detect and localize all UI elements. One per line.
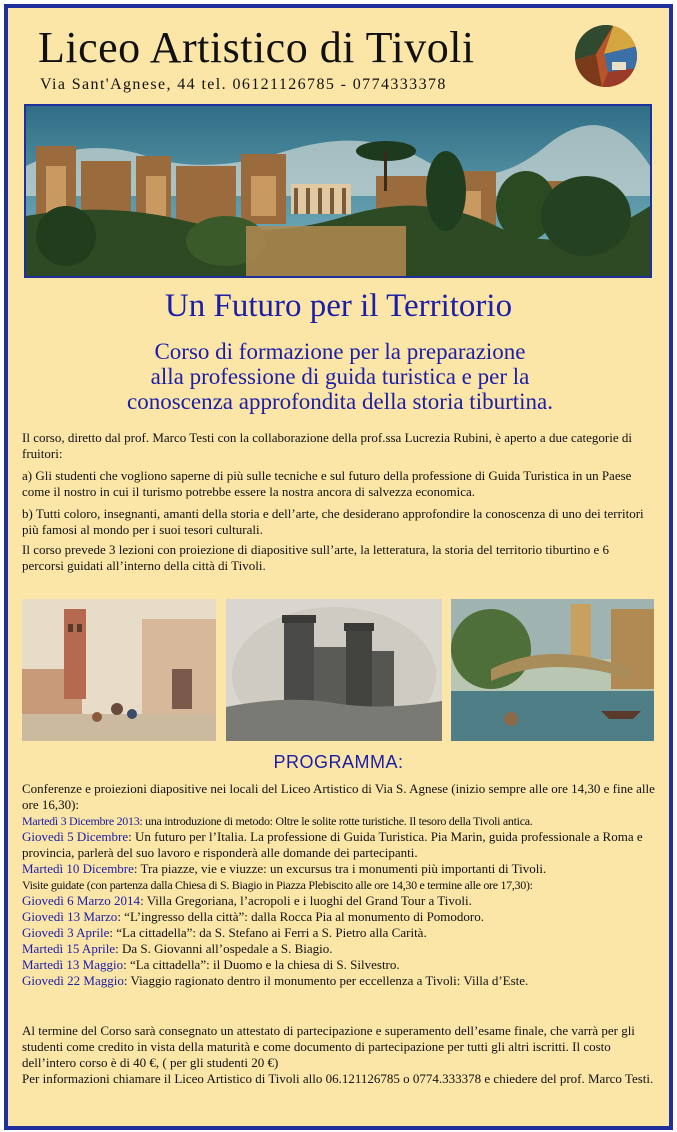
intro-section [22, 430, 654, 580]
schedule-date: Martedì 10 Dicembre [22, 861, 134, 876]
schedule-date: Martedì 3 Dicembre 2013 [22, 814, 140, 828]
visit-text: : Viaggio ragionato dentro il monumento per eccellenza a Tivoli: Villa d’Este. [123, 973, 529, 988]
visit-date: Giovedì 22 Maggio [22, 973, 124, 988]
schedule-text: : Un futuro per l’Italia. La professione di Guida Turistica. Pia Marin, guida professionale a Roma e provincia, parlerà del suo lavoro e risponderà alle domande dei partecipanti. [22, 829, 643, 860]
visit-text: : Da S. Giovanni all’ospedale a S. Biagio. [115, 941, 333, 956]
schedule-item [22, 829, 656, 861]
subtitle-line: alla professione di guida turistica e per la [150, 364, 530, 389]
castle-photo-image [226, 599, 442, 741]
visit-text: : “L’ingresso della città”: dalla Rocca Pia al monumento di Pomodoro. [117, 909, 484, 924]
intro-paragraph: Il corso prevede 3 lezioni con proiezione di diapositive sull’arte, la letteratura, la storia del territorio tiburtino e 6 percorsi guidati all’interno della città di Tivoli. [22, 542, 609, 573]
programma-heading: PROGRAMMA: [273, 752, 404, 772]
visit-item [22, 957, 656, 973]
schedule-text: : una introduzione di metodo: Oltre le solite rotte turistiche. Il tesoro della Tivoli antica. [139, 814, 533, 828]
visit-text: : “La cittadella”: il Duomo e la chiesa di S. Silvestro. [123, 957, 400, 972]
program-intro: Conferenze e proiezioni diapositive nei locali del Liceo Artistico di Via S. Agnese (inizio sempre alle ore 14,30 e fine alle ore 16,30): [22, 781, 655, 812]
program-schedule [22, 781, 656, 989]
visit-date: Giovedì 3 Aprile [22, 925, 110, 940]
intro-paragraph: Il corso, diretto dal prof. Marco Testi con la collaborazione della prof.ssa Lucrezia Rubini, è aperto a due categorie di fruitori: [22, 430, 632, 461]
schedule-item [22, 813, 656, 829]
visit-item [22, 893, 656, 909]
visit-item [22, 925, 656, 941]
tivoli-panorama-image [24, 104, 652, 278]
visit-date: Giovedì 13 Marzo [22, 909, 118, 924]
schedule-text: : Tra piazze, vie e viuzze: un excursus tra i monumenti più importanti di Tivoli. [133, 861, 547, 876]
visit-text: : “La cittadella”: da S. Stefano ai Ferri a S. Pietro alla Carità. [109, 925, 427, 940]
school-logo-icon [574, 24, 638, 88]
visit-date: Giovedì 6 Marzo 2014 [22, 893, 141, 908]
intro-paragraph: a) Gli studenti che vogliono saperne di più sulle tecniche e sul futuro della professione di Guida Turistica in un Paese come il nostro in cui il turismo potrebbe essere la nostra ancora di salvezza economica. [22, 468, 632, 499]
closing-section [22, 1023, 656, 1087]
visit-item [22, 909, 656, 925]
guided-visits-note: Visite guidate (con partenza dalla Chiesa di S. Biagio in Piazza Plebiscito alle ore 14,30 e termine alle ore 17,30): [22, 878, 533, 892]
watercolor-street-image [22, 599, 216, 741]
intro-paragraph: b) Tutti coloro, insegnanti, amanti della storia e dell’arte, che desiderano approfondire la conoscenza di uno dei territori più famosi al mondo per i suoi tesori culturali. [22, 506, 644, 537]
subtitle-line: Corso di formazione per la preparazione [154, 339, 526, 364]
visit-text: : Villa Gregoriana, l’acropoli e i luoghi del Grand Tour a Tivoli. [140, 893, 472, 908]
visit-date: Martedì 13 Maggio [22, 957, 124, 972]
subtitle-line: conoscenza approfondita della storia tiburtina. [127, 389, 553, 414]
visit-date: Martedì 15 Aprile [22, 941, 116, 956]
school-address: Via Sant'Agnese, 44 tel. 06121126785 - 0774333378 [40, 76, 447, 93]
closing-paragraph: Al termine del Corso sarà consegnato un attestato di partecipazione e superamento dell’esame finale, che varrà per gli studenti come credito in vista della maturità e come documento di partecipazione per tutti gli altri iscritti. Il costo dell’intero corso è di 40 €, ( per gli studenti 20 €) [22, 1023, 635, 1070]
schedule-date: Giovedì 5 Dicembre [22, 829, 129, 844]
painting-river-image [451, 599, 654, 741]
course-title: Un Futuro per il Territorio [164, 288, 513, 324]
visit-item [22, 973, 656, 989]
visit-item [22, 941, 656, 957]
schedule-item [22, 861, 656, 877]
contact-paragraph: Per informazioni chiamare il Liceo Artistico di Tivoli allo 06.121126785 o 0774.333378 e chiedere del prof. Marco Testi. [22, 1071, 654, 1086]
school-title: Liceo Artistico di Tivoli [38, 23, 475, 72]
course-subtitle [70, 339, 610, 414]
